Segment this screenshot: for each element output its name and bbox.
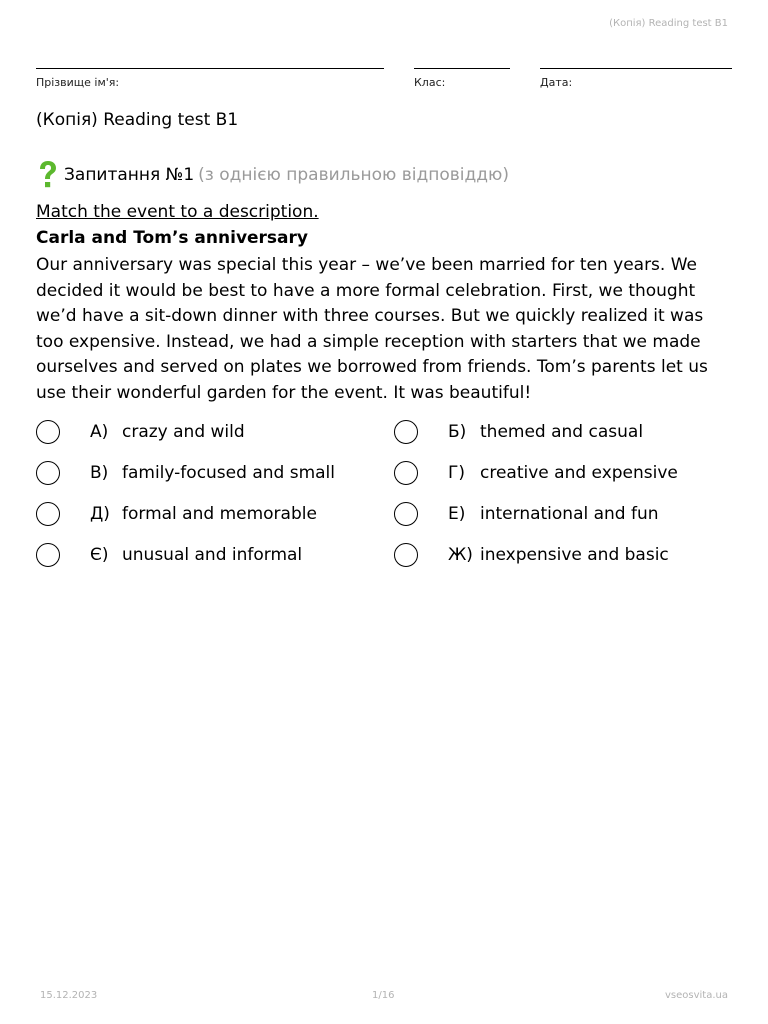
option-h[interactable]	[394, 459, 678, 487]
option-text: family-focused and small	[122, 463, 335, 483]
option-text: creative and expensive	[480, 463, 678, 483]
radio-button[interactable]	[394, 502, 418, 526]
question-header	[36, 160, 509, 190]
option-ye[interactable]	[36, 541, 302, 569]
radio-button[interactable]	[394, 461, 418, 485]
footer-date: 15.12.2023	[40, 990, 98, 1001]
option-letter: Д)	[90, 504, 110, 524]
date-field-line[interactable]	[540, 68, 732, 69]
name-label: Прізвище ім'я:	[36, 76, 120, 89]
radio-button[interactable]	[36, 502, 60, 526]
option-text: formal and memorable	[122, 504, 317, 524]
option-text: international and fun	[480, 504, 659, 524]
option-text: inexpensive and basic	[480, 545, 669, 565]
option-letter: В)	[90, 463, 109, 483]
option-text: unusual and informal	[122, 545, 303, 565]
option-letter: Є)	[90, 545, 109, 565]
date-label: Дата:	[540, 76, 573, 89]
option-letter: Ж)	[448, 545, 473, 565]
option-e[interactable]	[394, 500, 659, 528]
passage-text: Our anniversary was special this year – we’ve been married for ten years. We decided it would be best to have a more formal celebration. First, we thought we’d have a sit-down dinner with three courses. But we quickly realized it was too expensive. Instead, we had a simple reception with starters that we made ourselves and served on plates we borrowed from friends. Tom’s parents let us use their wonderful garden for the event. It was beautiful!	[36, 255, 708, 403]
radio-button[interactable]	[36, 420, 60, 444]
radio-button[interactable]	[36, 543, 60, 567]
option-text: crazy and wild	[122, 422, 245, 442]
question-number: Запитання №1	[64, 165, 195, 185]
footer-site[interactable]: vseosvita.ua	[665, 990, 728, 1001]
class-field-line[interactable]	[414, 68, 510, 69]
option-letter: Е)	[448, 504, 466, 524]
class-label: Клас:	[414, 76, 446, 89]
option-a[interactable]	[36, 418, 245, 446]
question-instruction: Match the event to a description.	[36, 202, 319, 222]
option-b[interactable]	[394, 418, 643, 446]
option-text: themed and casual	[480, 422, 644, 442]
document-title: (Копія) Reading test B1	[36, 110, 239, 130]
option-d[interactable]	[36, 500, 317, 528]
footer-page-number: 1/16	[372, 990, 395, 1001]
radio-button[interactable]	[394, 420, 418, 444]
name-field-line[interactable]	[36, 68, 384, 69]
question-type: (з однією правильною відповіддю)	[198, 165, 509, 185]
option-letter: А)	[90, 422, 109, 442]
radio-button[interactable]	[36, 461, 60, 485]
header-title: (Копія) Reading test B1	[609, 18, 728, 29]
passage-title: Carla and Tom’s anniversary	[36, 228, 308, 248]
option-letter: Б)	[448, 422, 467, 442]
option-letter: Г)	[448, 463, 465, 483]
option-v[interactable]	[36, 459, 335, 487]
option-zh[interactable]	[394, 541, 669, 569]
radio-button[interactable]	[394, 543, 418, 567]
question-mark-icon	[36, 160, 60, 190]
